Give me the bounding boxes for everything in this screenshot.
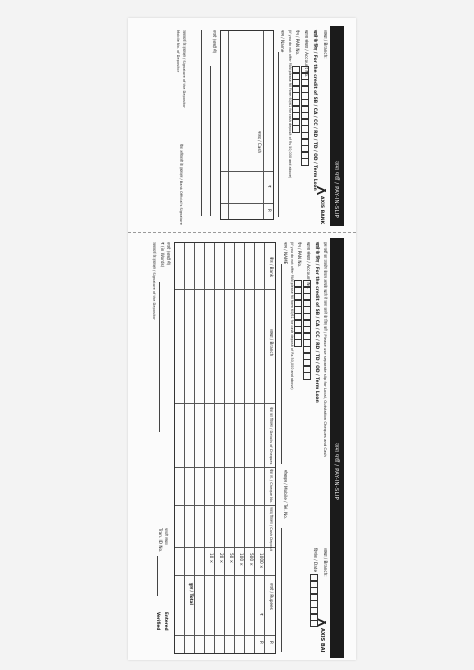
slip-date-boxes[interactable] bbox=[310, 574, 318, 627]
slip-depositor-signature: जमाकर्ता के हस्ताक्षर / Signature of the Depositor bbox=[152, 242, 156, 320]
counterfoil-title: जमा पर्ची / PAY-IN-SLIP bbox=[333, 161, 339, 218]
denomination-20: 20 × bbox=[219, 553, 224, 564]
counterfoil-account-label: खाता संख्या / Account No. bbox=[304, 30, 309, 78]
counterfoil-amount-grid bbox=[220, 30, 274, 220]
slip-words-label-en: ₹ (in Words) bbox=[160, 242, 165, 268]
counterfoil-words-label: रुपये (शब्दों में) bbox=[212, 30, 217, 54]
col-cash-details: नकद विवरण / Cash Deposit bbox=[269, 507, 273, 552]
slip-scroll-no: पावती संख्या bbox=[164, 528, 168, 545]
slip-branch-label: शाखा / Branch: bbox=[323, 548, 328, 577]
slip-pan-boxes[interactable] bbox=[294, 280, 302, 346]
counterfoil-officer-signature: बैंक अधिकारी के हस्ताक्षर / Bank Official's Signature bbox=[179, 144, 183, 225]
counterfoil-brand-name: AXIS BANK bbox=[319, 196, 325, 225]
rupee-symbol: ₹ bbox=[259, 613, 264, 616]
counterfoil-rupee-symbol: ₹ bbox=[267, 185, 272, 188]
slip-date-label: दिनांक / Date bbox=[313, 548, 318, 573]
slip-words-label: रुपये (शब्दों में) bbox=[166, 242, 171, 266]
slip-mobile-label: मोबाइल / Mobile / Tel. No. bbox=[283, 470, 288, 520]
counterfoil-pan-note: (If you do not offer PAN please fill Form 60/61 for cash deposit of Rs 50,000 and above) bbox=[288, 30, 292, 179]
slip-brand-name: AXIS BAI bbox=[319, 628, 325, 653]
slip-account-label: खाता संख्या / Account No. bbox=[306, 242, 311, 290]
denomination-50: 50 × bbox=[229, 553, 234, 564]
slip-instruction: इस पर्ची का उपयोग केवल आपके खाते में जमा करने के लिए करें / Please use separate slip for Local, Outstation Cheques and Cash bbox=[323, 242, 328, 457]
slip-title: जमा पर्ची / PAY-IN-SLIP bbox=[333, 443, 339, 500]
slip-account-boxes[interactable] bbox=[303, 280, 311, 379]
slip-credit-line: खाते के लिए / For the credit of SB / CA / CC / RD / TD / OD / Term Loan bbox=[314, 242, 319, 403]
slip-name-label: नाम / NAME bbox=[283, 242, 288, 265]
axis-logo-icon bbox=[318, 186, 326, 194]
counterfoil-words-line-2[interactable] bbox=[201, 30, 202, 216]
counterfoil-paise-label: P. bbox=[267, 209, 272, 213]
counterfoil-content bbox=[148, 26, 344, 226]
counterfoil-words-line[interactable] bbox=[210, 66, 211, 216]
counterfoil-branch-label: शाखा / Branch: bbox=[323, 30, 328, 59]
counterfoil-header-bar bbox=[330, 26, 344, 226]
paise-symbol: P. bbox=[259, 641, 264, 645]
denomination-500: 500 × bbox=[249, 553, 254, 566]
axis-logo-icon bbox=[318, 618, 326, 626]
slip-words-line[interactable] bbox=[159, 282, 160, 432]
counterfoil-slip bbox=[148, 26, 344, 226]
col-cheque-no: चेक सं. / Cheque No. bbox=[269, 469, 273, 504]
main-slip-content bbox=[148, 238, 344, 658]
slip-mobile-line[interactable] bbox=[281, 528, 282, 652]
slip-tran-id: Tran. ID No. bbox=[158, 528, 163, 553]
counterfoil-logo bbox=[318, 186, 326, 224]
denomination-10: 10 × bbox=[209, 553, 214, 564]
col-branch: शाखा / Branch bbox=[269, 329, 274, 357]
counterfoil-name-line[interactable] bbox=[278, 52, 279, 217]
deposit-table bbox=[174, 242, 276, 654]
slip-header-bar bbox=[330, 238, 344, 658]
denomination-1000: 1000 × bbox=[259, 553, 264, 569]
counterfoil-account-boxes[interactable] bbox=[301, 66, 309, 165]
counterfoil-pan-boxes[interactable] bbox=[292, 66, 300, 132]
col-rupees: रुपये / Rupees bbox=[269, 583, 274, 610]
denomination-100: 100 × bbox=[239, 553, 244, 566]
slip-tran-id-line[interactable] bbox=[157, 556, 158, 596]
perforation-line bbox=[128, 232, 356, 233]
total-label: कुल / Total bbox=[189, 583, 194, 605]
main-slip bbox=[148, 238, 344, 658]
slip-entered-label: Entered bbox=[164, 612, 169, 631]
counterfoil-mobile-note: Mobile No. of Depositor bbox=[176, 30, 180, 73]
slip-pan-label: पैन / PAN No. bbox=[297, 242, 302, 268]
counterfoil-pan-label: पैन / PAN No. bbox=[295, 30, 300, 56]
counterfoil-credit-line: खाते के लिए / For the credit of SB / CA / CC / RD / TD / OD / Term Loan bbox=[312, 30, 317, 191]
counterfoil-depositor-signature: जमाकर्ता के हस्ताक्षर / Signature of the Depositor bbox=[182, 30, 186, 108]
counterfoil-name-label: नाम / Name bbox=[280, 30, 285, 53]
col-paise: P. bbox=[269, 641, 274, 645]
slip-pan-note: (If you do not offer PAN please fill form 60/61 for cash deposit of Rs 50,000 and above) bbox=[290, 242, 294, 390]
slip-verified-label: Verified bbox=[156, 612, 161, 631]
slip-name-line[interactable] bbox=[281, 264, 282, 464]
col-cheque-details: चेक का विवरण / Details of Cheques bbox=[269, 407, 273, 465]
counterfoil-cash-label: नकद / Cash bbox=[257, 131, 262, 154]
col-bank: बैंक / Bank bbox=[269, 257, 274, 278]
slip-logo bbox=[318, 618, 326, 652]
